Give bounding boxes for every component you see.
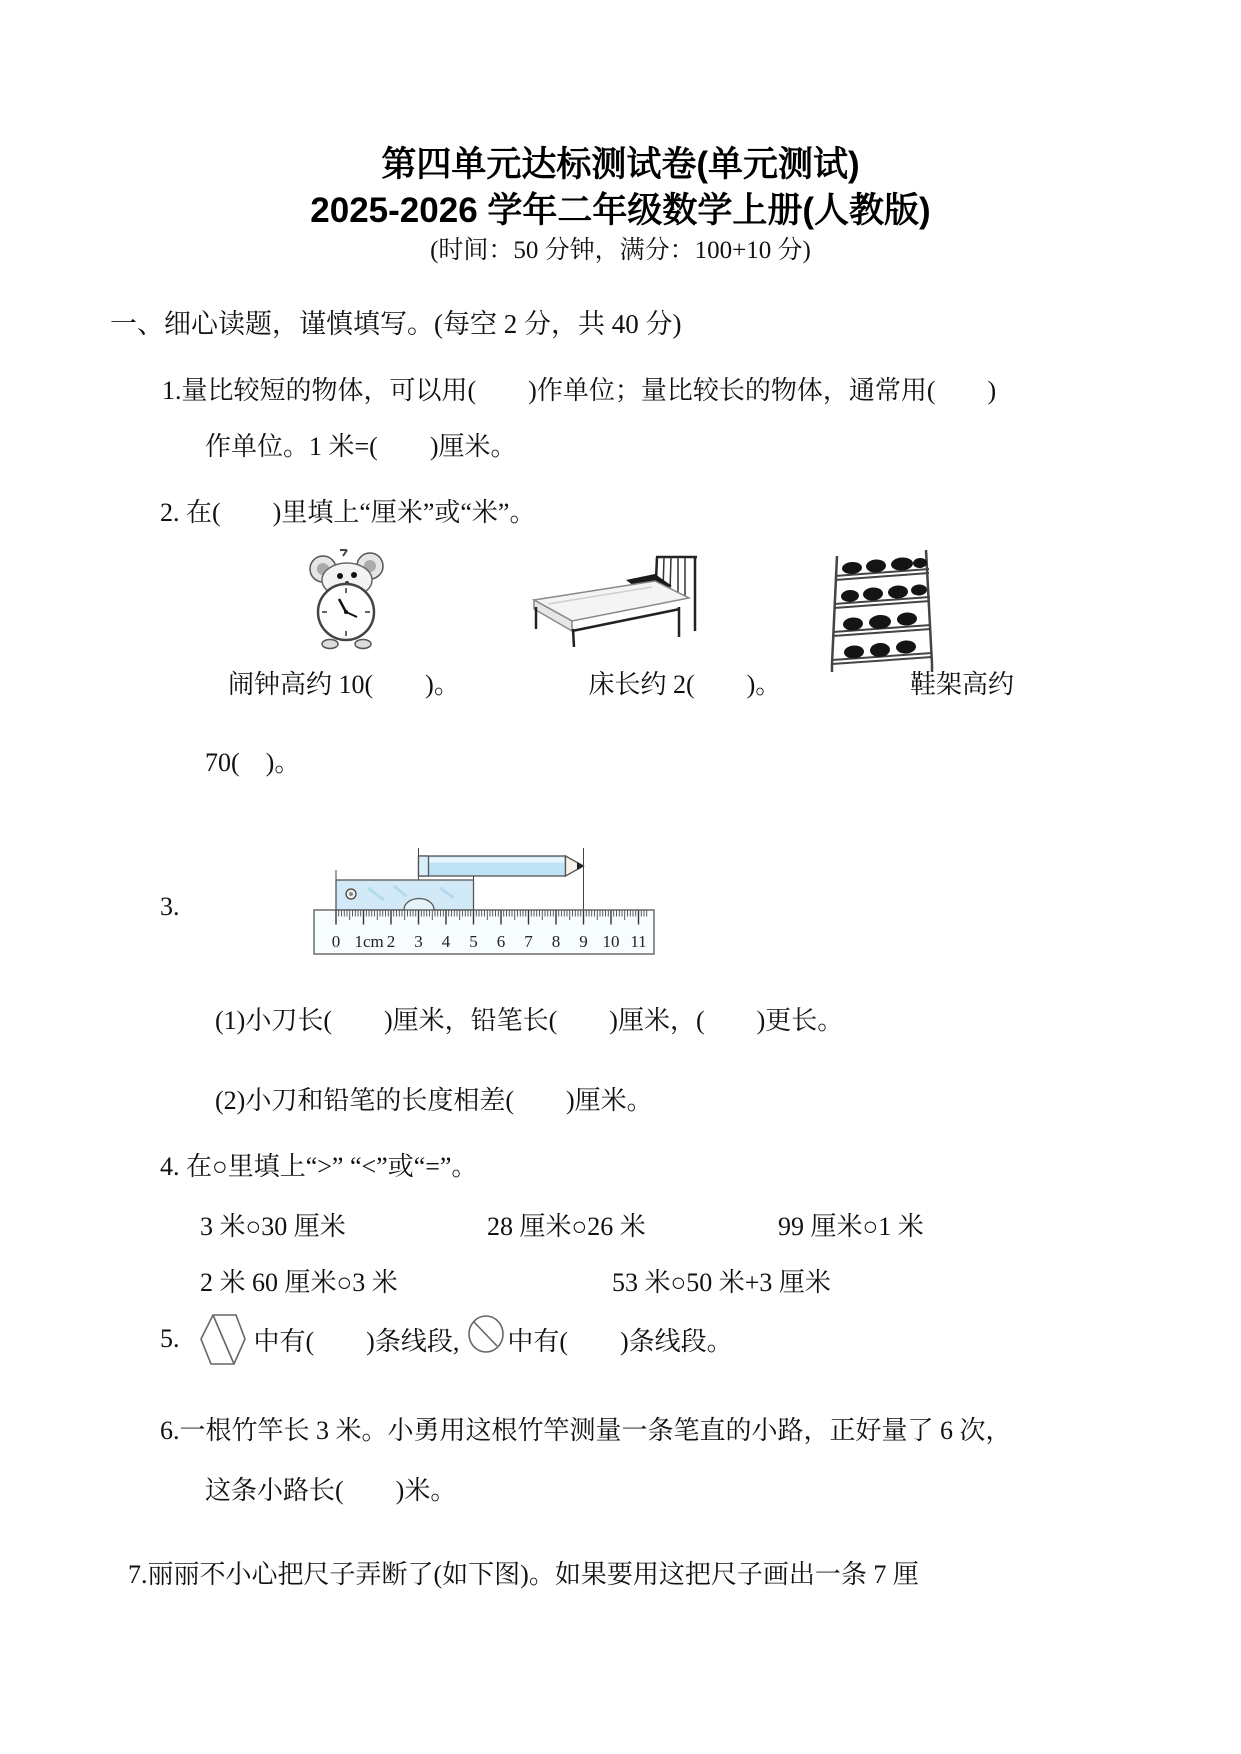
circle-figure: [467, 1314, 505, 1354]
svg-text:11: 11: [630, 932, 647, 951]
q2-caption-rack: 鞋架高约: [909, 670, 1014, 699]
ruler-shape: [314, 910, 654, 954]
svg-text:0: 0: [331, 932, 341, 951]
svg-text:5: 5: [469, 932, 478, 951]
bed-image: [528, 543, 702, 658]
q2-caption-bed: 床长约 2( )。: [588, 670, 782, 699]
q4-row1-item2: 28 厘米○26 米: [487, 1212, 646, 1241]
knife-shape: [336, 880, 474, 910]
q7-line1: 7.丽丽不小心把尺子弄断了(如下图)。如果要用这把尺子画出一条 7 厘: [128, 1560, 919, 1589]
q4-row1-item3: 99 厘米○1 米: [778, 1212, 924, 1241]
q2-caption-cont: 70( )。: [205, 748, 301, 777]
q3-sub2: (2)小刀和铅笔的长度相差( )厘米。: [215, 1086, 653, 1115]
q4-row2-item2: 53 米○50 米+3 厘米: [612, 1268, 831, 1297]
svg-text:6: 6: [496, 932, 506, 951]
svg-text:2: 2: [386, 932, 396, 951]
q5-row: [160, 1312, 733, 1366]
q5-after-circle: 中有( )条线段。: [507, 1326, 733, 1356]
section-heading: 一、细心读题，谨慎填写。(每空 2 分，共 40 分): [110, 309, 682, 339]
q1-line2: 作单位。1 米=( )厘米。: [205, 432, 517, 461]
q1-line1: 1.量比较短的物体，可以用( )作单位；量比较长的物体，通常用( ): [162, 376, 997, 405]
q6-line1: 6.一根竹竿长 3 米。小勇用这根竹竿测量一条笔直的小路，正好量了 6 次，: [160, 1416, 1012, 1445]
q6-line2: 这条小路长( )米。: [205, 1476, 457, 1505]
q2-caption-row: [228, 664, 1014, 701]
q3-number: 3.: [160, 892, 180, 921]
svg-text:1cm: 1cm: [354, 932, 384, 951]
svg-text:10: 10: [602, 932, 620, 951]
hexagon-figure: [200, 1312, 246, 1366]
pencil-shape: [419, 856, 584, 876]
q3-sub1: (1)小刀长( )厘米，铅笔长( )厘米，( )更长。: [215, 1006, 844, 1035]
svg-text:7: 7: [524, 932, 533, 951]
q4-row2-item1: 2 米 60 厘米○3 米: [200, 1268, 398, 1297]
svg-text:9: 9: [579, 932, 588, 951]
q2-stem: 2. 在( )里填上“厘米”或“米”。: [160, 498, 536, 527]
svg-text:3: 3: [414, 932, 423, 951]
svg-text:8: 8: [551, 932, 561, 951]
page-subtitle: 2025-2026 学年二年级数学上册(人教版): [310, 191, 931, 230]
q4-row1-item1: 3 米○30 厘米: [200, 1212, 346, 1241]
alarm-clock-image: [303, 548, 393, 655]
ruler-knife-pencil-image: [308, 846, 660, 969]
shoe-rack-image: [828, 538, 936, 681]
q4-stem: 4. 在○里填上“>” “<”或“=”。: [160, 1152, 478, 1181]
q5-number: 5.: [160, 1324, 180, 1353]
q5-after-hexagon: 中有( )条线段,: [253, 1326, 460, 1356]
q2-caption-clock: 闹钟高约 10( )。: [228, 670, 460, 699]
exam-meta: (时间：50 分钟，满分：100+10 分): [430, 237, 811, 264]
page-title: 第四单元达标测试卷(单元测试): [381, 145, 860, 184]
svg-text:4: 4: [441, 932, 451, 951]
